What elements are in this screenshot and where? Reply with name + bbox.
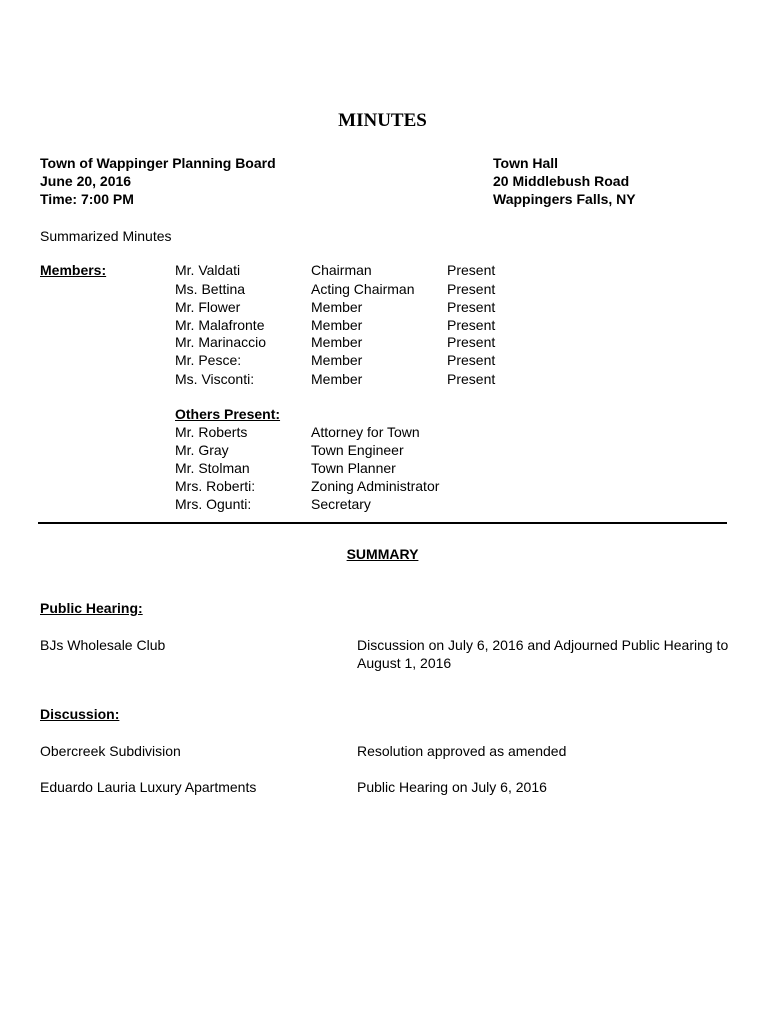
member-name: Ms. Bettina xyxy=(175,281,246,297)
member-role: Acting Chairman xyxy=(311,281,415,297)
member-name: Mr. Marinaccio xyxy=(175,334,267,350)
agenda-item-name: BJs Wholesale Club xyxy=(40,637,166,653)
meeting-date: June 20, 2016 xyxy=(40,173,132,189)
other-role: Attorney for Town xyxy=(311,424,420,440)
member-status: Present xyxy=(447,371,496,387)
venue-city: Wappingers Falls, NY xyxy=(493,191,636,207)
member-role: Member xyxy=(311,334,363,350)
section-divider xyxy=(38,522,727,524)
member-role: Member xyxy=(311,317,363,333)
other-role: Town Planner xyxy=(311,460,396,476)
member-role: Chairman xyxy=(311,262,372,278)
member-status: Present xyxy=(447,299,496,315)
member-status: Present xyxy=(447,262,496,278)
meeting-time: Time: 7:00 PM xyxy=(40,191,134,207)
public-hearing-label: Public Hearing: xyxy=(40,600,143,616)
others-present-label: Others Present: xyxy=(175,406,281,422)
other-role: Zoning Administrator xyxy=(311,478,440,494)
member-status: Present xyxy=(447,281,496,297)
member-name: Ms. Visconti: xyxy=(175,371,255,387)
other-name: Mr. Roberts xyxy=(175,424,248,440)
other-name: Mr. Gray xyxy=(175,442,229,458)
agenda-item-outcome: Public Hearing on July 6, 2016 xyxy=(357,779,547,795)
member-name: Mr. Malafronte xyxy=(175,317,265,333)
document-title: MINUTES xyxy=(338,110,427,131)
venue-street: 20 Middlebush Road xyxy=(493,173,630,189)
board-name: Town of Wappinger Planning Board xyxy=(40,155,276,171)
agenda-item-name: Eduardo Lauria Luxury Apartments xyxy=(40,779,257,795)
other-name: Mrs. Ogunti: xyxy=(175,496,252,512)
member-role: Member xyxy=(311,352,363,368)
agenda-item-name: Obercreek Subdivision xyxy=(40,743,181,759)
other-role: Town Engineer xyxy=(311,442,404,458)
discussion-label: Discussion: xyxy=(40,706,120,722)
member-role: Member xyxy=(311,371,363,387)
member-status: Present xyxy=(447,352,496,368)
other-role: Secretary xyxy=(311,496,371,512)
other-name: Mr. Stolman xyxy=(175,460,250,476)
member-name: Mr. Flower xyxy=(175,299,241,315)
header-left xyxy=(40,154,276,208)
summary-heading: SUMMARY xyxy=(346,546,419,562)
agenda-item-outcome: Discussion on July 6, 2016 and Adjourned Public Hearing to August 1, 2016 xyxy=(357,637,729,671)
venue-name: Town Hall xyxy=(493,155,559,171)
members-label: Members: xyxy=(40,262,107,278)
agenda-item-outcome: Resolution approved as amended xyxy=(357,743,567,759)
header-right xyxy=(493,154,636,208)
other-name: Mrs. Roberti: xyxy=(175,478,256,494)
member-status: Present xyxy=(447,317,496,333)
member-name: Mr. Valdati xyxy=(175,262,241,278)
member-status: Present xyxy=(447,334,496,350)
member-role: Member xyxy=(311,299,363,315)
member-name: Mr. Pesce: xyxy=(175,352,242,368)
summarized-label: Summarized Minutes xyxy=(40,228,172,244)
